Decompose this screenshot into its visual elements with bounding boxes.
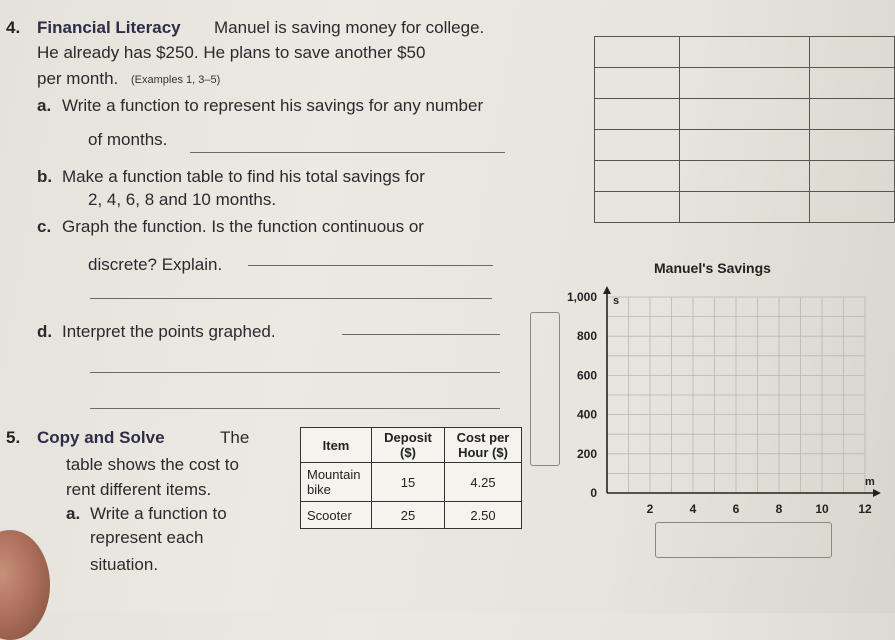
- table-cell-deposit: 15: [372, 463, 445, 502]
- question-4-line3: per month.: [37, 69, 119, 88]
- function-table-cell[interactable]: [680, 37, 810, 68]
- part-a-answer-line[interactable]: [190, 152, 505, 153]
- part-b-letter: b.: [37, 167, 53, 186]
- x-tick-label: 6: [732, 502, 740, 516]
- function-table-cell[interactable]: [809, 130, 894, 161]
- x-axis-arrow: [873, 489, 881, 497]
- x-tick-label: 10: [815, 502, 829, 516]
- part-d-answer-line-2[interactable]: [90, 372, 500, 373]
- table-row: [301, 502, 522, 529]
- question-4-line1: Manuel is saving money for college.: [214, 18, 485, 37]
- y-axis-label: s: [613, 295, 620, 307]
- function-table-cell[interactable]: [595, 68, 680, 99]
- part-b-text-line2: 2, 4, 6, 8 and 10 months.: [88, 190, 277, 209]
- function-table-cell[interactable]: [680, 68, 810, 99]
- x-tick-label: 8: [775, 502, 783, 516]
- question-5-a-text-3: situation.: [90, 555, 159, 574]
- function-table-cell[interactable]: [595, 37, 680, 68]
- function-table-cell[interactable]: [680, 99, 810, 130]
- part-c-text-line1: Graph the function. Is the function continuous or: [62, 217, 424, 236]
- part-d-text: Interpret the points graphed.: [62, 322, 276, 341]
- x-tick-label: 2: [646, 502, 654, 516]
- question-5-a-text-1: Write a function to: [90, 504, 227, 523]
- function-table-cell[interactable]: [680, 161, 810, 192]
- x-axis-label: m: [865, 476, 875, 488]
- table-cell-deposit: 25: [372, 502, 445, 529]
- question-5-a-letter: a.: [66, 504, 81, 523]
- function-table-cell[interactable]: [595, 99, 680, 130]
- thumb-shadow: [0, 530, 50, 640]
- table-header-cost-per-hour: Cost per Hour ($): [445, 428, 522, 463]
- question-4-line2: He already has $250. He plans to save another $50: [37, 43, 426, 62]
- question-5-heading: Copy and Solve: [37, 428, 165, 447]
- part-c-text-line2: discrete? Explain.: [88, 255, 223, 274]
- part-d-answer-line-3[interactable]: [90, 408, 500, 409]
- y-tick-label: 600: [576, 368, 597, 383]
- function-table-cell[interactable]: [595, 130, 680, 161]
- part-c-answer-line-1[interactable]: [248, 265, 493, 266]
- function-table-cell[interactable]: [680, 130, 810, 161]
- table-row: [301, 463, 522, 502]
- y-tick-label: 400: [576, 407, 597, 422]
- question-5-text-1: The: [220, 428, 250, 447]
- part-c-answer-line-2[interactable]: [90, 298, 492, 299]
- examples-reference: (Examples 1, 3–5): [131, 74, 221, 86]
- table-cell-cost: 2.50: [445, 502, 522, 529]
- x-tick-label: 4: [689, 502, 697, 516]
- function-table-cell[interactable]: [809, 37, 894, 68]
- function-table-cell[interactable]: [595, 161, 680, 192]
- function-table-cell[interactable]: [809, 192, 894, 223]
- part-a-text-line1: Write a function to represent his savings for any number: [62, 96, 484, 115]
- question-4-heading: Financial Literacy: [37, 18, 181, 37]
- y-tick-label: 1,000: [566, 290, 597, 304]
- question-5-text-3: rent different items.: [66, 480, 212, 499]
- y-tick-label: 0: [590, 486, 597, 500]
- function-table-grid: [594, 36, 895, 223]
- table-cell-item: Mountain bike: [301, 463, 372, 502]
- question-5-number: 5.: [6, 428, 21, 447]
- part-b-text-line1: Make a function table to find his total savings for: [62, 167, 425, 186]
- y-tick-label: 200: [576, 446, 597, 461]
- function-table-cell[interactable]: [809, 99, 894, 130]
- function-table-cell[interactable]: [680, 192, 810, 223]
- function-table-cell[interactable]: [595, 192, 680, 223]
- table-header-item: Item: [301, 428, 372, 463]
- question-4-number: 4.: [6, 18, 21, 37]
- part-d-letter: d.: [37, 322, 53, 341]
- part-c-letter: c.: [37, 217, 52, 236]
- part-a-text-line2: of months.: [88, 130, 168, 149]
- part-a-letter: a.: [37, 96, 52, 115]
- part-d-answer-line-1[interactable]: [342, 334, 500, 335]
- question-5-text-2: table shows the cost to: [66, 455, 239, 474]
- table-cell-cost: 4.25: [445, 463, 522, 502]
- table-header-deposit: Deposit ($): [372, 428, 445, 463]
- y-axis-arrow: [603, 286, 611, 294]
- x-tick-label: 12: [858, 502, 872, 516]
- rental-cost-table: [300, 427, 522, 529]
- answer-box-horizontal[interactable]: [655, 522, 832, 558]
- function-table-cell[interactable]: [809, 161, 894, 192]
- savings-graph: [555, 280, 885, 520]
- table-cell-item: Scooter: [301, 502, 372, 529]
- question-5-a-text-2: represent each: [90, 528, 204, 547]
- function-table-cell[interactable]: [809, 68, 894, 99]
- chart-title: Manuel's Savings: [654, 260, 771, 276]
- y-tick-label: 800: [576, 329, 597, 344]
